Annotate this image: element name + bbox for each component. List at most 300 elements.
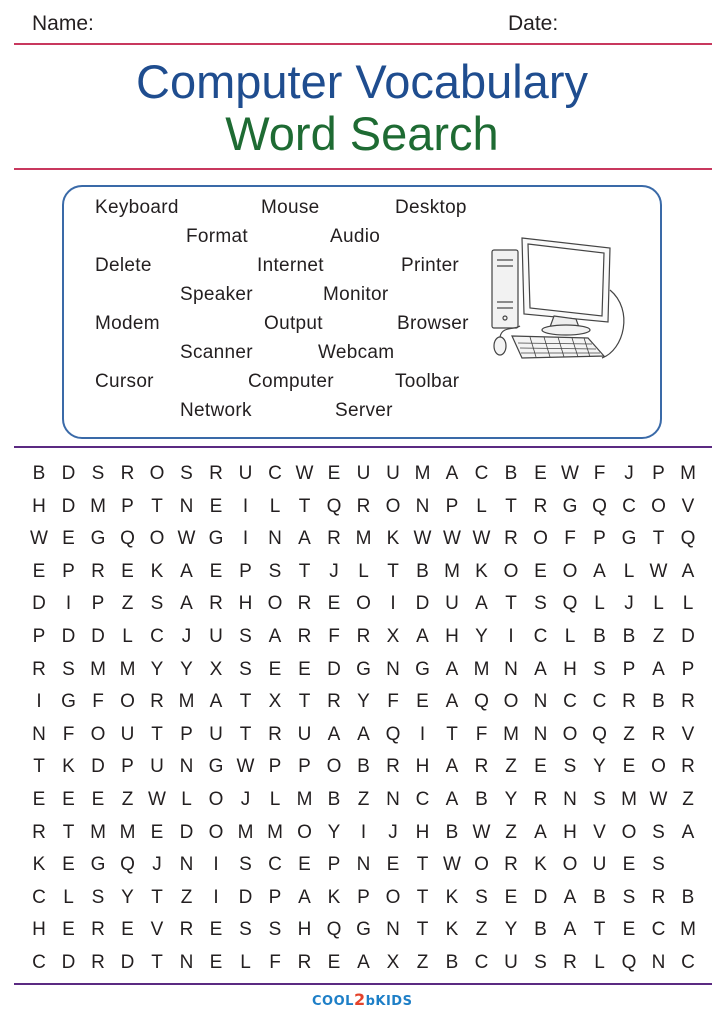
grid-letter: A bbox=[445, 756, 459, 778]
grid-letter: Z bbox=[682, 789, 694, 810]
grid-letter: D bbox=[91, 626, 105, 647]
grid-letter: C bbox=[592, 691, 607, 713]
grid-letter: A bbox=[652, 658, 665, 680]
grid-letter: M bbox=[267, 821, 283, 843]
grid-letter: E bbox=[62, 854, 75, 876]
grid-letter: A bbox=[180, 593, 193, 615]
word-monitor: Monitor bbox=[323, 284, 389, 305]
grid-letter: M bbox=[473, 658, 490, 680]
grid-letter: M bbox=[90, 495, 106, 517]
grid-letter: T bbox=[298, 560, 311, 582]
grid-letter: A bbox=[593, 560, 606, 582]
grid-letter: W bbox=[177, 528, 196, 550]
grid-letter: O bbox=[356, 593, 371, 615]
grid-letter: L bbox=[181, 789, 192, 810]
grid-letter: M bbox=[119, 821, 136, 843]
grid-letter: W bbox=[472, 821, 491, 843]
grid-letter: E bbox=[32, 560, 46, 582]
grid-letter: H bbox=[32, 495, 46, 517]
logo-part-1: COOL bbox=[312, 994, 354, 1009]
grid-letter: D bbox=[61, 463, 76, 484]
grid-letter: O bbox=[120, 691, 135, 713]
grid-letter: H bbox=[297, 919, 312, 941]
grid-letter: S bbox=[475, 886, 488, 908]
word-keyboard: Keyboard bbox=[95, 197, 179, 218]
grid-letter: E bbox=[121, 919, 134, 941]
grid-letter: L bbox=[623, 560, 635, 582]
grid-letter: Q bbox=[562, 593, 578, 615]
grid-letter: I bbox=[242, 495, 249, 517]
grid-letter: Q bbox=[474, 691, 489, 713]
grid-letter: Q bbox=[621, 952, 637, 973]
grid-letter: A bbox=[445, 658, 459, 680]
grid-letter: S bbox=[652, 854, 665, 876]
grid-letter: M bbox=[503, 723, 519, 745]
grid-letter: R bbox=[297, 952, 312, 973]
grid-letter: N bbox=[32, 723, 46, 745]
grid-letter: Z bbox=[180, 886, 193, 908]
grid-letter: O bbox=[385, 495, 401, 517]
grid-letter: T bbox=[416, 854, 429, 876]
grid-letter: A bbox=[298, 886, 311, 908]
grid-letter: W bbox=[649, 560, 668, 582]
grid-letter: L bbox=[564, 626, 576, 647]
grid-letter: S bbox=[62, 658, 75, 680]
grid-letter: L bbox=[240, 952, 251, 973]
grid-letter: T bbox=[446, 723, 458, 745]
grid-row bbox=[24, 621, 706, 653]
grid-letter: W bbox=[443, 854, 461, 876]
grid-letter: C bbox=[415, 789, 430, 810]
grid-letter: Y bbox=[593, 756, 606, 778]
grid-letter: I bbox=[508, 626, 514, 647]
grid-letter: G bbox=[208, 756, 224, 778]
grid-letter: F bbox=[564, 528, 576, 550]
grid-letter: R bbox=[622, 691, 636, 713]
grid-letter: E bbox=[91, 789, 105, 810]
grid-letter: N bbox=[504, 658, 518, 680]
grid-letter: Y bbox=[504, 919, 518, 941]
grid-letter: T bbox=[151, 886, 163, 908]
grid-letter: V bbox=[593, 821, 606, 843]
grid-letter: K bbox=[534, 854, 547, 876]
grid-letter: E bbox=[534, 560, 547, 582]
grid-letter: J bbox=[624, 593, 634, 615]
grid-letter: D bbox=[91, 756, 105, 778]
grid-letter: R bbox=[91, 952, 105, 973]
grid-letter: W bbox=[148, 789, 166, 810]
grid-letter: P bbox=[121, 756, 134, 778]
grid-letter: M bbox=[178, 691, 195, 713]
grid-letter: B bbox=[445, 821, 459, 843]
grid-letter: W bbox=[561, 463, 579, 484]
grid-letter: Z bbox=[505, 756, 517, 778]
grid-letter: N bbox=[179, 952, 194, 973]
date-label: Date: bbox=[508, 12, 559, 35]
logo-part-3: bKIDS bbox=[365, 994, 413, 1009]
grid-letter: W bbox=[472, 528, 491, 550]
grid-letter: D bbox=[120, 952, 135, 973]
grid-row bbox=[24, 686, 706, 718]
grid-letter: G bbox=[356, 658, 371, 680]
grid-row bbox=[24, 914, 706, 946]
word-server: Server bbox=[335, 400, 393, 421]
grid-row bbox=[24, 719, 706, 751]
grid-letter: R bbox=[297, 626, 312, 647]
word-delete: Delete bbox=[95, 255, 152, 276]
grid-letter: W bbox=[649, 789, 668, 810]
grid-letter: W bbox=[295, 463, 314, 484]
grid-letter: E bbox=[622, 919, 636, 941]
grid-letter: Z bbox=[121, 593, 134, 615]
grid-letter: E bbox=[416, 691, 429, 713]
grid-letter: P bbox=[327, 854, 341, 876]
grid-letter: P bbox=[681, 658, 695, 680]
grid-letter: Z bbox=[357, 789, 370, 810]
grid-letter: C bbox=[474, 463, 489, 484]
grid-letter: X bbox=[209, 658, 223, 680]
grid-letter: Y bbox=[504, 789, 518, 810]
grid-letter: L bbox=[63, 886, 74, 908]
grid-row bbox=[24, 458, 706, 490]
grid-letter: W bbox=[413, 528, 432, 550]
grid-letter: P bbox=[32, 626, 46, 647]
grid-letter: Z bbox=[121, 789, 134, 810]
grid-letter: A bbox=[534, 821, 547, 843]
grid-letter: I bbox=[65, 593, 72, 615]
grid-letter: W bbox=[236, 756, 255, 778]
grid-letter: E bbox=[327, 593, 341, 615]
grid-letter: Y bbox=[327, 821, 341, 843]
grid-letter: P bbox=[652, 463, 665, 484]
grid-letter: X bbox=[268, 691, 282, 713]
grid-letter: N bbox=[651, 952, 666, 973]
grid-letter: P bbox=[298, 756, 311, 778]
grid-letter: C bbox=[32, 952, 46, 973]
grid-letter: B bbox=[445, 952, 459, 973]
grid-letter: Q bbox=[120, 528, 135, 550]
grid-letter: I bbox=[213, 854, 219, 876]
word-mouse: Mouse bbox=[261, 197, 320, 218]
grid-letter: F bbox=[328, 626, 340, 647]
grid-letter: N bbox=[563, 789, 577, 810]
grid-letter: O bbox=[651, 756, 666, 778]
grid-letter: B bbox=[327, 789, 341, 810]
grid-letter: K bbox=[445, 919, 459, 941]
grid-row bbox=[24, 491, 706, 523]
grid-letter: K bbox=[386, 528, 400, 550]
grid-letter: H bbox=[445, 626, 459, 647]
grid-row bbox=[24, 947, 706, 979]
grid-letter: O bbox=[651, 495, 666, 517]
grid-letter: Y bbox=[357, 691, 370, 713]
grid-letter: L bbox=[122, 626, 133, 647]
grid-letter: U bbox=[209, 626, 223, 647]
grid-letter: J bbox=[240, 789, 251, 810]
grid-letter: I bbox=[419, 723, 426, 745]
grid-letter: U bbox=[356, 463, 371, 484]
grid-letter: U bbox=[238, 463, 253, 484]
grid-letter: N bbox=[356, 854, 371, 876]
word-network: Network bbox=[180, 400, 252, 421]
grid-letter: O bbox=[621, 821, 637, 843]
grid-row bbox=[24, 784, 706, 816]
grid-letter: P bbox=[62, 560, 75, 582]
grid-letter: S bbox=[239, 854, 252, 876]
grid-letter: L bbox=[594, 593, 605, 615]
grid-letter: M bbox=[621, 789, 637, 810]
grid-letter: A bbox=[445, 463, 459, 484]
grid-letter: R bbox=[91, 560, 105, 582]
grid-letter: A bbox=[327, 723, 341, 745]
grid-letter: R bbox=[356, 495, 371, 517]
grid-letter: T bbox=[151, 495, 163, 517]
grid-letter: S bbox=[593, 789, 606, 810]
grid-letter: O bbox=[297, 821, 312, 843]
grid-letter: N bbox=[415, 495, 430, 517]
grid-row bbox=[24, 882, 706, 914]
grid-row bbox=[24, 588, 706, 620]
grid-letter: O bbox=[474, 854, 489, 876]
word-cursor: Cursor bbox=[95, 371, 154, 392]
grid-letter: S bbox=[534, 952, 547, 973]
grid-letter: E bbox=[386, 854, 400, 876]
grid-letter: S bbox=[239, 626, 252, 647]
grid-letter: M bbox=[355, 528, 372, 550]
grid-letter: E bbox=[32, 789, 46, 810]
grid-row bbox=[24, 751, 706, 783]
grid-letter: A bbox=[357, 952, 370, 973]
grid-letter: R bbox=[533, 495, 548, 517]
grid-letter: S bbox=[593, 658, 606, 680]
grid-letter: L bbox=[269, 495, 281, 517]
grid-letter: A bbox=[357, 723, 370, 745]
cool2bkids-logo bbox=[312, 990, 412, 1010]
grid-letter: H bbox=[563, 821, 577, 843]
grid-letter: U bbox=[120, 723, 135, 745]
grid-letter: C bbox=[150, 626, 164, 647]
grid-letter: O bbox=[208, 789, 224, 810]
grid-letter: K bbox=[445, 886, 459, 908]
grid-letter: S bbox=[652, 821, 665, 843]
grid-letter: A bbox=[298, 528, 311, 550]
grid-letter: A bbox=[180, 560, 193, 582]
grid-letter: S bbox=[239, 919, 252, 941]
grid-letter: D bbox=[533, 886, 548, 908]
grid-letter: H bbox=[415, 756, 430, 778]
word-browser: Browser bbox=[397, 313, 469, 334]
grid-letter: R bbox=[504, 854, 518, 876]
grid-letter: E bbox=[327, 952, 341, 973]
grid-letter: D bbox=[61, 952, 76, 973]
grid-letter: K bbox=[32, 854, 46, 876]
grid-letter: F bbox=[387, 691, 399, 713]
grid-letter: Z bbox=[505, 821, 517, 843]
word-speaker: Speaker bbox=[180, 284, 253, 305]
grid-letter: A bbox=[681, 560, 695, 582]
grid-row bbox=[24, 817, 706, 849]
grid-letter: S bbox=[239, 658, 252, 680]
grid-letter: L bbox=[269, 789, 281, 810]
grid-letter: U bbox=[504, 952, 518, 973]
word-audio: Audio bbox=[330, 226, 381, 247]
grid-letter: M bbox=[90, 658, 106, 680]
grid-letter: S bbox=[268, 919, 282, 941]
grid-letter: S bbox=[91, 886, 105, 908]
grid-letter: K bbox=[62, 756, 75, 778]
grid-letter: B bbox=[357, 756, 370, 778]
grid-letter: E bbox=[62, 919, 75, 941]
grid-letter: R bbox=[268, 723, 282, 745]
grid-letter: T bbox=[416, 919, 429, 941]
grid-letter: N bbox=[533, 723, 548, 745]
grid-letter: D bbox=[681, 626, 695, 647]
grid-letter: G bbox=[208, 528, 224, 550]
grid-letter: Y bbox=[150, 658, 164, 680]
grid-letter: R bbox=[32, 658, 46, 680]
grid-letter: M bbox=[296, 789, 313, 810]
grid-letter: K bbox=[475, 560, 488, 582]
grid-letter: Q bbox=[385, 723, 401, 745]
grid-letter: G bbox=[415, 658, 430, 680]
grid-letter: T bbox=[416, 886, 429, 908]
grid-letter: Z bbox=[416, 952, 429, 973]
grid-letter: A bbox=[475, 593, 488, 615]
grid-letter: K bbox=[150, 560, 164, 582]
grid-letter: P bbox=[593, 528, 606, 550]
grid-letter: Z bbox=[623, 723, 635, 745]
grid-letter: I bbox=[36, 691, 42, 713]
grid-letter: Q bbox=[592, 723, 607, 745]
grid-letter: R bbox=[681, 756, 695, 778]
grid-letter: E bbox=[268, 658, 282, 680]
grid-letter: P bbox=[622, 658, 636, 680]
grid-letter: C bbox=[533, 626, 548, 647]
grid-letter: B bbox=[32, 463, 46, 484]
title-line-2: Word Search bbox=[225, 107, 499, 160]
grid-letter: S bbox=[150, 593, 164, 615]
grid-letter: E bbox=[209, 560, 223, 582]
word-computer: Computer bbox=[248, 371, 334, 392]
grid-letter: U bbox=[150, 756, 164, 778]
grid-letter: S bbox=[180, 463, 193, 484]
grid-letter: L bbox=[358, 560, 369, 582]
grid-letter: O bbox=[562, 560, 578, 582]
grid-letter: M bbox=[680, 919, 696, 941]
word-internet: Internet bbox=[257, 255, 324, 276]
grid-letter: O bbox=[562, 854, 578, 876]
grid-letter: R bbox=[297, 593, 312, 615]
grid-letter: I bbox=[242, 528, 249, 550]
grid-letter: S bbox=[268, 560, 282, 582]
word-modem: Modem bbox=[95, 313, 160, 334]
grid-letter: O bbox=[385, 886, 401, 908]
grid-letter: Q bbox=[680, 528, 696, 550]
grid-letter: E bbox=[150, 821, 164, 843]
grid-letter: H bbox=[32, 919, 46, 941]
grid-letter: D bbox=[61, 495, 76, 517]
grid-letter: O bbox=[208, 821, 224, 843]
grid-letter: E bbox=[209, 919, 223, 941]
grid-letter: A bbox=[416, 626, 429, 647]
grid-letter: X bbox=[386, 952, 400, 973]
grid-letter: A bbox=[563, 919, 577, 941]
grid-letter: M bbox=[444, 560, 460, 582]
grid-letter: X bbox=[386, 626, 400, 647]
grid-letter: T bbox=[652, 528, 665, 550]
grid-letter: Z bbox=[652, 626, 665, 647]
grid-letter: R bbox=[179, 919, 194, 941]
grid-letter: P bbox=[180, 723, 193, 745]
word-webcam: Webcam bbox=[318, 342, 395, 363]
grid-letter: R bbox=[563, 952, 577, 973]
logo-part-2: 2 bbox=[353, 990, 366, 1009]
grid-letter: M bbox=[414, 463, 431, 484]
grid-letter: U bbox=[297, 723, 312, 745]
grid-letter: R bbox=[681, 691, 695, 713]
grid-letter: D bbox=[415, 593, 430, 615]
grid-letter: P bbox=[268, 756, 282, 778]
grid-letter: R bbox=[327, 528, 341, 550]
grid-letter: G bbox=[90, 854, 106, 876]
grid-letter: N bbox=[179, 495, 194, 517]
grid-letter: T bbox=[239, 723, 252, 745]
grid-letter: Q bbox=[120, 854, 135, 876]
grid-letter: U bbox=[592, 854, 607, 876]
grid-letter: M bbox=[90, 821, 106, 843]
grid-letter: J bbox=[181, 626, 192, 647]
grid-letter: C bbox=[268, 854, 282, 876]
grid-letter: Y bbox=[475, 626, 488, 647]
grid-letter: P bbox=[91, 593, 105, 615]
grid-row bbox=[24, 556, 706, 588]
grid-letter: R bbox=[386, 756, 400, 778]
grid-letter: B bbox=[504, 463, 518, 484]
grid-letter: E bbox=[504, 886, 518, 908]
grid-letter: T bbox=[298, 495, 311, 517]
grid-letter: V bbox=[150, 919, 164, 941]
grid-letter: O bbox=[533, 528, 548, 550]
grid-top-divider bbox=[14, 446, 712, 448]
grid-letter: D bbox=[327, 658, 341, 680]
grid-letter: O bbox=[90, 723, 106, 745]
grid-letter: U bbox=[445, 593, 459, 615]
grid-letter: O bbox=[149, 528, 165, 550]
grid-letter: L bbox=[682, 593, 694, 615]
title-line-1: Computer Vocabulary bbox=[136, 55, 588, 108]
grid-letter: V bbox=[681, 723, 695, 745]
grid-letter: F bbox=[62, 723, 75, 745]
grid-letter: R bbox=[327, 691, 341, 713]
grid-letter: T bbox=[33, 756, 45, 778]
grid-letter: M bbox=[680, 463, 696, 484]
grid-letter: C bbox=[268, 463, 282, 484]
desktop-computer-icon bbox=[484, 230, 634, 380]
grid-letter: D bbox=[238, 886, 253, 908]
grid-letter: G bbox=[356, 919, 371, 941]
grid-letter: T bbox=[62, 821, 75, 843]
grid-letter: J bbox=[152, 854, 162, 876]
grid-letter: C bbox=[681, 952, 695, 973]
grid-letter: E bbox=[327, 463, 341, 484]
grid-letter: U bbox=[386, 463, 400, 484]
grid-letter: B bbox=[593, 886, 606, 908]
grid-letter: C bbox=[651, 919, 666, 941]
grid-letter: O bbox=[562, 723, 578, 745]
title-divider bbox=[14, 168, 712, 170]
grid-letter: G bbox=[90, 528, 106, 550]
grid-letter: D bbox=[179, 821, 194, 843]
